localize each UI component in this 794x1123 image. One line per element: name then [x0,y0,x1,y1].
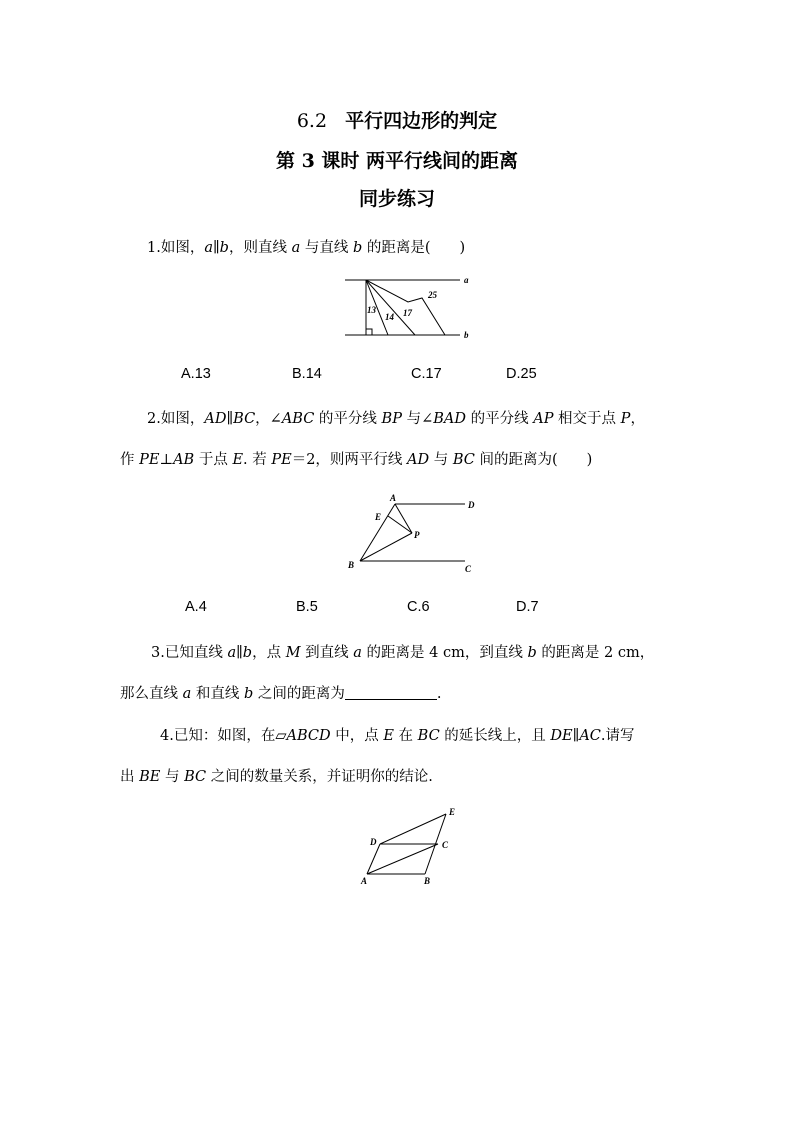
question-3-line-1: 3.已知直线 a∥b，点 M 到直线 a 的距离是 4 cm，到直线 b 的距离是 2 cm， [151,645,655,661]
right-angle-mark [366,329,372,335]
question-4-line-2: 出 BE 与 BC 之间的数量关系，并证明你的结论. [120,769,433,785]
subtitle: 同步练习 [358,188,435,210]
q2-option-a[interactable]: A.4 [185,599,207,615]
section-number: 6.2 [296,110,328,132]
label-D: D [370,837,377,847]
figure-4 [358,803,468,888]
question-3-line-2: 那么直线 a 和直线 b 之间的距离为 . [120,686,442,702]
q2-option-c[interactable]: C.6 [407,599,430,615]
label-17: 17 [403,308,412,318]
label-B: B [424,876,431,886]
figure-2 [345,490,485,580]
label-25: 25 [428,290,437,300]
q2-option-b[interactable]: B.5 [296,599,318,615]
label-B: B [348,560,355,570]
segment-pe [388,516,412,533]
section-title: 平行四边形的判定 [345,110,498,132]
segment-de [380,814,446,844]
label-E: E [375,512,382,522]
question-4-line-1: 4.已知：如图，在▱ABCD 中，点 E 在 BC 的延长线上，且 DE∥AC.请写 [160,728,635,744]
figure-1 [340,270,480,345]
segment-bp [360,533,412,561]
question-2-line-2: 作 PE⊥AB 于点 E. 若 PE＝2，则两平行线 AD 与 BC 间的距离为( ) [120,452,593,468]
q1-option-d[interactable]: D.25 [506,366,537,382]
lesson-title: 第 3 课时 两平行线间的距离 [275,150,519,172]
label-b: b [464,330,469,340]
label-a: a [464,275,469,285]
q2-option-d[interactable]: D.7 [516,599,539,615]
label-A: A [361,876,368,886]
q1-option-c[interactable]: C.17 [411,366,442,382]
question-1: 1.如图，a∥b，则直线 a 与直线 b 的距离是( ) [147,240,466,256]
answer-blank[interactable] [345,685,437,700]
q1-option-b[interactable]: B.14 [292,366,322,382]
label-14: 14 [385,312,394,322]
label-C: C [442,840,449,850]
label-D: D [468,500,475,510]
question-2-line-1: 2.如图，AD∥BC，∠ABC 的平分线 BP 与∠BAD 的平分线 AP 相交于点 P， [147,411,645,427]
q1-option-a[interactable]: A.13 [181,366,211,382]
label-13: 13 [367,305,376,315]
label-C: C [465,564,472,574]
section-heading [0,106,794,133]
label-P: P [414,530,420,540]
label-A: A [390,493,397,503]
label-E: E [449,807,456,817]
segment-ap [395,504,412,533]
